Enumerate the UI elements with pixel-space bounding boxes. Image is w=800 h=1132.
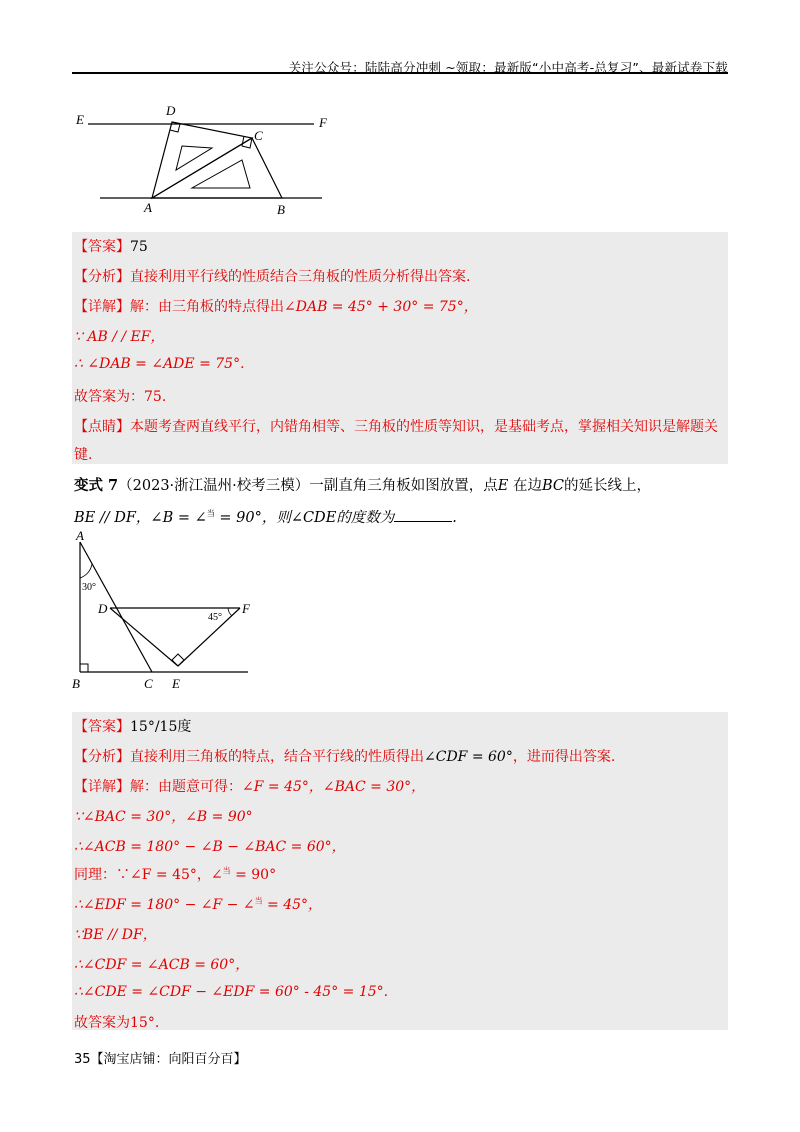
question-2-line-1: 变式 7（2023·浙江温州·校考三模）一副直角三角板如图放置，点E 在边BC的延长线上， xyxy=(74,477,651,494)
fig2-label-A: A xyxy=(76,528,84,543)
detail-step-1: ∵∠BAC = 30°，∠B = 90° xyxy=(74,809,253,825)
label-C: C xyxy=(254,128,263,143)
fig2-angle-30: 30° xyxy=(82,582,96,593)
page-footer xyxy=(74,1048,247,1067)
comment-line-1: 【点睛】本题考查两直线平行，内错角相等、三角板的性质等知识，是基础考点，掌握相关知识是解题关 xyxy=(74,419,718,435)
answer-line-2: 【答案】15°/15度 xyxy=(74,719,192,735)
detail-step-2: ∴∠ACB = 180° − ∠B − ∠BAC = 60°， xyxy=(74,839,346,855)
detail-final-1: 故答案为：75. xyxy=(74,389,167,405)
analysis-line-2: 【分析】直接利用三角板的特点，结合平行线的性质得出∠CDF = 60°，进而得出答案. xyxy=(74,749,616,765)
page-number: 35 xyxy=(74,1052,91,1067)
detail-step-7: ∴∠CDE = ∠CDF − ∠EDF = 60° - 45° = 15°. xyxy=(74,984,389,1000)
footer-shop: 【淘宝店铺：向阳百分百】 xyxy=(90,1052,247,1067)
label-D: D xyxy=(166,103,176,118)
header-divider xyxy=(72,72,728,74)
detail-line-2: 【详解】解：由题意可得：∠F = 45°，∠BAC = 30°， xyxy=(74,779,426,795)
detail-step-6: ∴∠CDF = ∠ACB = 60°， xyxy=(74,957,250,973)
label-F: F xyxy=(319,115,327,130)
detail-eq3-1: ∴ ∠DAB = ∠ADE = 75°. xyxy=(74,356,245,372)
comment-line-2: 键. xyxy=(74,447,93,463)
page-header: 关注公众号：陆陆高分冲刺 ~领取：最新版“小中高考-总复习”、最新试卷下载 xyxy=(288,60,728,75)
answer-line-1: 【答案】75 xyxy=(74,239,148,255)
analysis-line-1: 【分析】直接利用平行线的性质结合三角板的性质分析得出答案. xyxy=(74,269,471,285)
detail-step-5: ∵BE // DF， xyxy=(74,927,157,943)
detail-final-2: 故答案为15°. xyxy=(74,1015,160,1031)
fig2-label-E: E xyxy=(172,676,180,691)
question-2-line-2: BE // DF，∠B = ∠$^当$ = 90°，则∠CDE的度数为 . xyxy=(74,509,457,526)
label-B: B xyxy=(277,202,285,217)
fig2-label-D: D xyxy=(98,601,108,616)
detail-eq2-1: ∵ AB / / EF， xyxy=(74,329,165,345)
label-E: E xyxy=(76,112,84,127)
detail-step-3: 同理：∵∠F = 45°，∠$^当$ = 90° xyxy=(74,866,277,883)
figure-parallel-lines-triangles xyxy=(72,98,342,218)
fig2-label-F: F xyxy=(242,601,250,616)
fig2-angle-45: 45° xyxy=(208,612,222,623)
answer-blank[interactable] xyxy=(394,509,452,522)
detail-line-1: 【详解】解：由三角板的特点得出∠DAB = 45° + 30° = 75°， xyxy=(74,299,478,315)
fig2-label-B: B xyxy=(72,676,80,691)
figure-set-squares xyxy=(68,528,268,698)
label-A: A xyxy=(144,200,152,215)
detail-step-4: ∴∠EDF = 180° − ∠F − ∠$^当$ = 45°， xyxy=(74,896,323,913)
fig2-label-C: C xyxy=(144,676,153,691)
